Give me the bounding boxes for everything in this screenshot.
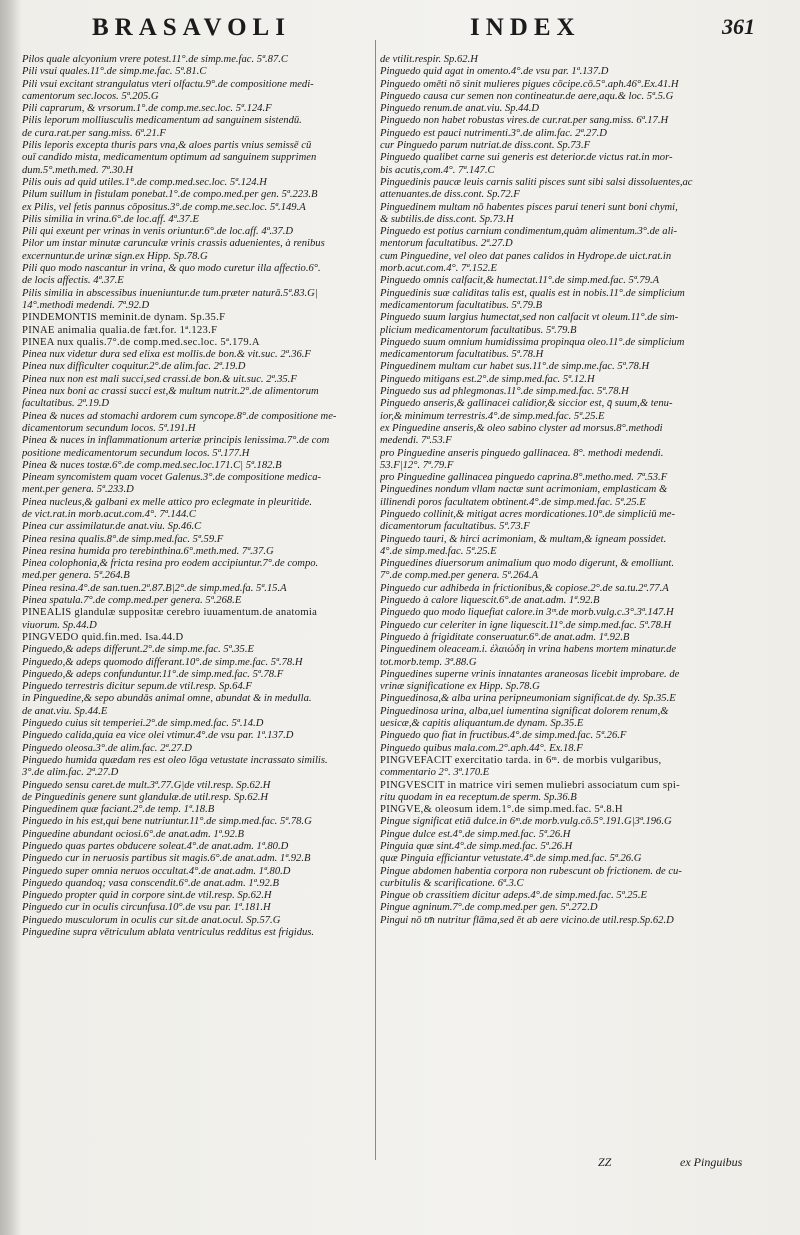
index-entry <box>380 595 728 607</box>
index-entry-line: bis acutis,com.4°. 7ª.147.C <box>380 164 495 176</box>
index-entry-line: Pilis leporum molliusculis medicamentum ad sanguinem sistendū. <box>22 115 302 127</box>
index-entry <box>380 534 728 559</box>
index-entry-line: Pinguedo non habet robustas vires.de cur.rat.per sang.miss. 6ª.17.H <box>380 115 669 127</box>
column-divider <box>375 40 376 1160</box>
index-entry <box>380 780 728 805</box>
index-entry-line: Pinea & nuces in inflammationum arteriæ principis lenissima.7°.de com <box>22 435 330 447</box>
index-entry <box>22 816 370 828</box>
index-entry <box>380 152 728 177</box>
index-entry-line: Pilis leporis excepta thuris pars vna,& aloes partis vnius semissē cū <box>22 140 312 152</box>
index-entry-line: & subtilis.de diss.cont. Sp.73.H <box>380 213 514 225</box>
index-entry-line: medicamentorum facultatibus. 5ª.79.B <box>380 299 543 311</box>
index-entry-line: Pinguedo propter quid in corpore sint.de vtil.resp. Sp.62.H <box>22 890 272 902</box>
index-entry-line: dum.5°.meth.med. 7ª.30.H <box>22 164 134 176</box>
index-entry-line: ouī candido mista, medicamentum optimum ad sanguinem supprimen <box>22 152 317 164</box>
index-entry <box>22 878 370 890</box>
index-entry-line: Pinea resina qualis.8°.de simp.med.fac. 5ª.59.F <box>22 533 224 545</box>
index-entry <box>22 374 370 386</box>
index-entry-line: pro Pinguedine gallinacea pinguedo caprina.8°.metho.med. 7ª.53.F <box>380 472 668 484</box>
index-entry <box>22 435 370 460</box>
index-entry-line: Pinguedo cur adhibeda in frictionibus,& copiose.2°.de sa.tu.2ª.77.A <box>380 582 669 594</box>
index-entry <box>22 669 370 681</box>
index-entry <box>22 460 370 472</box>
index-entry <box>22 927 370 939</box>
index-entry-line: Pinguedo causa cur semen non contineatur.de aere,aqu.& loc. 5ª.5.G <box>380 90 674 102</box>
index-entry <box>22 238 370 263</box>
index-entry-line: dicamentorum secundum locos. 5ª.191.H <box>22 422 196 434</box>
index-entry-line: Pinguedo renum.de anat.viu. Sp.44.D <box>380 103 540 115</box>
index-entry <box>380 54 728 66</box>
index-entry-line: Pinguedinosa,& alba urina peripneumoniam significat.de dy. Sp.35.E <box>380 693 676 705</box>
index-entry <box>22 780 370 792</box>
index-entry <box>22 79 370 104</box>
index-entry <box>380 337 728 362</box>
index-entry <box>22 693 370 718</box>
index-entry-line: Pingue ob crassitiem dicitur adeps.4°.de simp.med.fac. 5ª.25.E <box>380 890 647 902</box>
index-entry <box>22 792 370 804</box>
index-entry-line: Pinguedo sensu caret.de mult.3ª.77.G|de vtil.resp. Sp.62.H <box>22 779 271 791</box>
index-entry-line: Pilis similia in abscessibus inueniuntur.de tum.præter naturā.5ª.83.G| <box>22 287 318 299</box>
index-entry-line: ex Pinguedine anseris,& oleo sabino clyster ad morsus.8°.methodi <box>380 422 663 434</box>
index-entry <box>380 607 728 619</box>
index-entry-line: PINEA nux qualis.7°.de comp.med.sec.loc. 5ª.179.A <box>22 336 260 348</box>
index-entry-line: Pili qui exeunt per vrinas in venis oriuntur.6°.de loc.aff. 4ª.37.D <box>22 226 294 238</box>
index-entry <box>22 546 370 558</box>
index-entry-line: Pinguedo humida quædam res est oleo lōga vetustate incrassato similis. <box>22 754 328 766</box>
index-entry <box>22 214 370 226</box>
index-entry-line: viuorum. Sp.44.D <box>22 619 97 631</box>
index-entry-line: Pinguedo collinit,& mitigat acres mordicationes.10°.de simpliciū me- <box>380 508 676 520</box>
index-entry <box>380 288 728 313</box>
index-entry <box>22 657 370 669</box>
index-entry-line: Pinguedo mitigans est.2°.de simp.med.fac. 5ª.12.H <box>380 373 595 385</box>
index-entry-line: Pinguedo oleosa.3°.de alim.fac. 2ª.27.D <box>22 742 192 754</box>
index-entry-line: Pingue abdomen habentia corpora non rubescunt ob frictionem. de cu- <box>380 865 682 877</box>
index-entry <box>380 423 728 448</box>
index-entry-line: Pinguedine abundant ociosi.6°.de anat.adm. 1ª.92.B <box>22 828 244 840</box>
index-entry-line: Pinguedines diuersorum animalium quo modo digerunt, & emolliunt. <box>380 558 674 570</box>
index-entry-line: dicamentorum facultatibus. 5ª.73.F <box>380 521 530 533</box>
index-entry <box>380 755 728 780</box>
index-entry-line: tot.morb.temp. 3ª.88.G <box>380 656 477 668</box>
index-entry-line: Pinguedinis suæ caliditas talis est, qualis est in nobis.11°.de simplicium <box>380 287 685 299</box>
index-entry-line: Pinguedo tauri, & hirci acrimoniam, & multam,& igneam possidet. <box>380 533 667 545</box>
index-entry-line: Pili caprarum, & vrsorum.1°.de comp.me.sec.loc. 5ª.124.F <box>22 103 272 115</box>
index-entry <box>22 607 370 632</box>
index-entry <box>380 915 728 927</box>
index-entry-line: Pinguedo qualibet carne sui generis est deterior.de victus rat.in mor- <box>380 152 673 164</box>
index-entry <box>22 730 370 742</box>
index-entry <box>22 595 370 607</box>
index-entry <box>22 644 370 656</box>
index-entry <box>380 509 728 534</box>
index-entry <box>380 853 728 865</box>
index-entry <box>380 275 728 287</box>
index-entry-line: Pinguedinosa urina, alba,uel iumentina significat dolorem renum,& <box>380 705 669 717</box>
index-entry-line: Pinguedinem quæ faciant.2°.de temp. 1ª.18.B <box>22 804 215 816</box>
index-entry-line: PINGVEDO quid.fin.med. Isa.44.D <box>22 631 184 643</box>
index-entry-line: Pinea & nuces ad stomachi ardorem cum syncope.8°.de compositione me- <box>22 410 337 422</box>
index-entry-line: de locis affectis. 4ª.37.E <box>22 275 124 287</box>
index-entry-line: 4°.de simp.med.fac. 5ª.25.E <box>380 545 497 557</box>
index-entry <box>380 841 728 853</box>
index-entry-line: pro Pinguedine anseris pinguedo gallinacea. 8°. methodi medendi. <box>380 447 664 459</box>
index-entry <box>22 521 370 533</box>
index-entry-line: uesicæ,& capitis aliquantum.de dynam. Sp.35.E <box>380 718 584 730</box>
index-entry <box>380 448 728 473</box>
index-entry-line: Pinguedinem multam cur habet sus.11°.de simp.me.fac. 5ª.78.H <box>380 361 650 373</box>
index-column-right <box>380 54 728 927</box>
index-entry <box>22 534 370 546</box>
index-entry-line: Pilis similia in vrina.6°.de loc.aff. 4ª.37.E <box>22 213 199 225</box>
index-entry <box>22 804 370 816</box>
index-entry-line: Pinguedo quandoq; vasa conscendit.6°.de anat.adm. 1ª.92.B <box>22 877 279 889</box>
index-entry-line: ment.per genera. 5ª.233.D <box>22 484 134 496</box>
index-entry-line: Pinguedo,& adeps differunt.2°.de simp.me.fac. 5ª.35.E <box>22 644 254 656</box>
index-entry-line: Pingue significat etiā dulce.in 6ᵐ.de morb.vulg.cō.5°.191.G|3ª.196.G <box>380 816 672 828</box>
index-entry-line: 53.F|12°. 7ª.79.F <box>380 459 454 471</box>
index-entry <box>22 632 370 644</box>
index-entry <box>380 558 728 583</box>
index-entry-line: 7°.de comp.med.per genera. 5ª.264.A <box>380 570 539 582</box>
index-entry-line: PINGVESCIT in matrice viri semen muliebri associatum cum spi- <box>380 779 680 791</box>
index-entry-line: Pilos quale alcyonium vrere potest.11°.de simp.me.fac. 5ª.87.C <box>22 54 288 65</box>
index-entry <box>380 693 728 705</box>
index-entry-line: Pinguedines superne vrinis innatantes araneosas licebit improbare. de <box>380 668 680 680</box>
index-entry-line: medicamentorum facultatibus. 5ª.78.H <box>380 349 544 361</box>
index-entry <box>380 632 728 644</box>
index-entry-line: ex Pilis, vel fetis pannus cōpositus.3°.de comp.me.sec.loc. 5ª.149.A <box>22 201 306 213</box>
index-entry <box>380 115 728 127</box>
index-entry-line: Pinguedo cur in oculis circunfusa.10°.de vsu par. 1ª.181.H <box>22 902 271 914</box>
index-entry <box>380 226 728 251</box>
index-entry-line: Pinea colophonia,& fricta resina pro eodem accipiuntur.7°.de compo. <box>22 558 319 570</box>
index-entry-line: Pinguia quæ sint.4°.de simp.med.fac. 5ª.26.H <box>380 841 573 852</box>
index-entry-line: Pinguedo cur in neruosis partibus sit magis.6°.de anat.adm. 1ª.92.B <box>22 853 311 865</box>
index-entry <box>22 189 370 201</box>
index-entry <box>22 263 370 288</box>
index-entry-line: Pinguedo est potius carnium condimentum,quàm alimentum.3°.de ali- <box>380 226 677 238</box>
index-entry <box>22 115 370 140</box>
index-entry-line: Pinguedo à frigiditate conseruatur.6°.de anat.adm. 1ª.92.B <box>380 631 630 643</box>
running-head-left: BRASAVOLI <box>92 14 291 41</box>
index-entry <box>380 398 728 423</box>
index-entry-line: Pinguedo,& adeps confunduntur.11°.de simp.med.fac. 5ª.78.F <box>22 668 284 680</box>
index-entry <box>22 66 370 78</box>
index-entry <box>380 620 728 632</box>
index-entry-line: Pinea resina.4°.de san.tuen.2ª.87.B|2°.de simp.med.fa. 5ª.15.A <box>22 582 287 594</box>
index-entry <box>22 226 370 238</box>
index-entry-line: in Pinguedine,& sepo abundās animal omne, abundat & in medulla. <box>22 693 312 705</box>
index-entry-line: positione medicamentorum secundum locos. 5ª.177.H <box>22 447 250 459</box>
index-entry-line: Pinea cur assimilatur.de anat.viu. Sp.46.C <box>22 521 202 533</box>
index-entry <box>22 202 370 214</box>
index-entry <box>380 730 728 742</box>
index-entry-line: attenuantes.de diss.cont. Sp.72.F <box>380 189 520 201</box>
index-entry-line: vrinæ significatione ex Hipp. Sp.78.G <box>380 681 540 693</box>
index-entry-line: Pinea nux boni ac crassi succi est,& multum nutrit.2°.de alimentorum <box>22 386 319 398</box>
index-entry-line: Pinguedo quas partes obducere soleat.4°.de anat.adm. 1ª.80.D <box>22 841 289 852</box>
index-entry <box>380 472 728 484</box>
index-entry <box>22 337 370 349</box>
index-entry <box>22 853 370 865</box>
index-entry-line: Pinguedo super omnia neruos occultat.4°.de anat.adm. 1ª.80.D <box>22 865 291 877</box>
index-entry-line: Pinguedo quid agat in omento.4°.de vsu par. 1ª.137.D <box>380 66 609 78</box>
index-entry <box>22 890 370 902</box>
index-entry <box>380 829 728 841</box>
index-entry-line: Pilor um instar minutæ carunculæ vrinis crassis aduenientes, à renibus <box>22 238 325 250</box>
index-entry-line: Pili quo modo nascantur in vrina, & quo modo curetur illa affectio.6°. <box>22 263 321 275</box>
index-entry <box>22 583 370 595</box>
index-entry-line: Pinguedo terrestris dicitur sepum.de vtil.resp. Sp.64.F <box>22 681 252 693</box>
index-entry <box>380 374 728 386</box>
index-entry <box>380 177 728 202</box>
index-entry <box>380 583 728 595</box>
index-entry-line: commentario 2°. 3ª.170.E <box>380 767 490 779</box>
index-entry-line: illinendi poros facultatem obtinent.4°.de simp.med.fac. 5ª.25.E <box>380 496 646 508</box>
index-entry-line: PINEALIS glandulæ suppositæ cerebro iuuamentum.de anatomia <box>22 607 318 619</box>
index-entry-line: Pinea & nuces tostæ.6°.de comp.med.sec.loc.171.C| 5ª.182.B <box>22 459 282 471</box>
index-entry-line: Pinguedo est pauci nutrimenti.3°.de alim.fac. 2ª.27.D <box>380 127 607 139</box>
index-entry-line: PINGVE,& oleosum idem.1°.de simp.med.fac. 5ª.8.H <box>380 804 623 816</box>
index-entry <box>380 140 728 152</box>
index-entry <box>380 902 728 914</box>
index-entry-line: Pinguedo omnis calfacit,& humectat.11°.de simp.med.fac. 5ª.79.A <box>380 275 660 287</box>
index-entry <box>22 472 370 497</box>
index-entry <box>380 804 728 816</box>
index-entry-line: Pinguedo quo fiat in fructibus.4°.de simp.med.fac. 5ª.26.F <box>380 730 627 742</box>
index-entry-line: mentorum facultatibus. 2ª.27.D <box>380 238 513 250</box>
index-entry-line: ritu quodam in ea receptum.de sperm. Sp.36.B <box>380 791 577 803</box>
index-column-left <box>22 54 370 939</box>
index-entry-line: plicium medicamentorum facultatibus. 5ª.79.B <box>380 324 577 336</box>
index-entry-line: excernuntur.de urinæ sign.ex Hipp. Sp.78.G <box>22 250 208 262</box>
index-entry-line: Pingui nō tm̄ nutritur flāma,sed ēt ab aere vicino.de util.resp.Sp.62.D <box>380 914 674 926</box>
index-entry-line: Pinguedinem oleaceam.i. ἐλαιώδη in vrina habens mortem minatur.de <box>380 644 677 656</box>
index-entry <box>22 497 370 522</box>
index-entry-line: Pilis ouis ad quid utiles.1°.de comp.med.sec.loc. 5ª.124.H <box>22 176 267 188</box>
index-entry-line: Pinea resina humida pro terebinthina.6°.meth.med. 7ª.37.G <box>22 545 274 557</box>
index-entry <box>22 681 370 693</box>
index-entry <box>380 251 728 276</box>
index-entry <box>22 54 370 66</box>
index-entry <box>380 386 728 398</box>
index-entry-line: Pinguedinis paucæ leuis carnis saliti pisces sunt sibi salsi dissoluentes,ac <box>380 176 693 188</box>
index-entry-line: medendi. 7ª.53.F <box>380 435 452 447</box>
index-entry-line: Pinguedinem multam nō habentes pisces parui teneri sunt boni chymi, <box>380 201 678 213</box>
index-entry-line: Pinguedo cur celeriter in igne liquescit.11°.de simp.med.fac. 5ª.78.H <box>380 619 672 631</box>
index-entry-line: Pilum suillum in fistulam ponebat.1°.de compo.med.per gen. 5ª.223.B <box>22 189 318 201</box>
index-entry <box>380 706 728 731</box>
index-entry-line: Pinguedo omēti nō sinit mulieres pigues cōcipe.cō.5°.aph.46°.Ex.41.H <box>380 78 679 90</box>
index-entry-line: Pingue agninum.7°.de comp.med.per gen. 5ª.272.D <box>380 902 598 914</box>
index-entry-line: cum Pinguedine, vel oleo dat panes calidos in Hydrope.de uict.rat.in <box>380 250 672 262</box>
index-entry <box>380 79 728 91</box>
index-entry <box>380 484 728 509</box>
index-entry <box>380 816 728 828</box>
index-entry-line: Pinea nux non est mali succi,sed crassi.de bon.& uit.suc. 2ª.35.F <box>22 373 297 385</box>
index-entry-line: de vict.rat.in morb.acut.com.4°. 7ª.144.C <box>22 508 196 520</box>
index-entry <box>22 718 370 730</box>
index-entry-line: Pinea nux difficulter coquitur.2°.de alim.fac. 2ª.19.D <box>22 361 246 373</box>
index-entry-line: Pinguedo à calore liquescit.6°.de anat.adm. 1ª.92.B <box>380 595 600 607</box>
index-entry-line: cur Pinguedo parum nutriat.de diss.cont. Sp.73.F <box>380 140 591 152</box>
index-entry-line: 3°.de alim.fac. 2ª.27.D <box>22 767 119 779</box>
page-number: 361 <box>722 14 755 39</box>
index-entry <box>22 841 370 853</box>
index-entry <box>380 644 728 669</box>
index-entry-line: de Pinguedinis genere sunt glandulæ.de util.resp. Sp.62.H <box>22 791 269 803</box>
index-entry-line: Pinea nucleus,& galbani ex melle attico pro eclegmate in pleuritide. <box>22 496 312 508</box>
index-entry <box>22 411 370 436</box>
index-entry-line: Pinguedo suum omnium humidissima propinqua oleo.11°.de simplicium <box>380 336 685 348</box>
index-entry <box>22 866 370 878</box>
index-entry <box>380 91 728 103</box>
index-entry <box>22 140 370 177</box>
index-entry-line: de cura.rat.per sang.miss. 6ª.21.F <box>22 127 166 139</box>
catchword: ex Pinguibus <box>680 1155 743 1169</box>
index-entry-line: de anat.viu. Sp.44.E <box>22 705 108 717</box>
index-entry-line: Pinguedo sus ad phlegmonas.11°.de simp.med.fac. 5ª.78.H <box>380 386 629 398</box>
index-entry <box>22 361 370 373</box>
index-entry-line: Pinguedo calida,quia ea vice olei vtimur.4°.de vsu par. 1ª.137.D <box>22 730 294 742</box>
index-entry <box>380 361 728 373</box>
index-entry <box>380 312 728 337</box>
index-entry-line: Pinguedo musculorum in oculis cur sit.de anat.ocul. Sp.57.G <box>22 914 281 926</box>
index-entry <box>380 202 728 227</box>
index-entry <box>380 103 728 115</box>
index-entry-line: Pineam syncomistem quam vocet Galenus.3°.de compositione medica- <box>22 472 322 484</box>
index-entry-line: Pinguedines nondum vllam nactæ sunt acrimoniam, emplasticam & <box>380 484 668 496</box>
index-entry-line: Pinea spatula.7°.de comp.med.per genera. 5ª.268.E <box>22 595 242 607</box>
index-entry <box>380 128 728 140</box>
index-entry-line: de vtilit.respir. Sp.62.H <box>380 54 478 65</box>
index-entry-line: Pinguedo quo modo liquefiat calore.in 3ᵐ.de morb.vulg.c.3°.3ª.147.H <box>380 607 674 619</box>
index-entry <box>22 312 370 324</box>
index-entry-line: Pinguedo quibus mala.com.2°.aph.44°. Ex.18.F <box>380 742 583 754</box>
index-entry-line: ior,& minimum terrestris.4°.de simp.med.fac. 5ª.25.E <box>380 410 605 422</box>
index-entry-line: PINDEMONTIS meminit.de dynam. Sp.35.F <box>22 312 226 324</box>
running-head-center: INDEX <box>470 14 581 41</box>
index-entry-line: Pinguedo,& adeps quomodo differant.10°.de simp.me.fac. 5ª.78.H <box>22 656 303 668</box>
signature-mark: ZZ <box>598 1155 612 1169</box>
index-entry <box>22 829 370 841</box>
index-entry-line: med.per genera. 5ª.264.B <box>22 570 130 582</box>
index-entry-line: Pili vsui quales.11°.de simp.me.fac. 5ª.81.C <box>22 66 207 78</box>
index-entry <box>22 103 370 115</box>
index-entry <box>22 349 370 361</box>
index-entry-line: camentorum sec.locos. 5ª.205.G <box>22 90 159 102</box>
index-entry <box>380 743 728 755</box>
index-entry-line: Pinguedo suum largius humectat,sed non calfacit vt oleum.11°.de sim- <box>380 312 679 324</box>
index-entry <box>22 325 370 337</box>
index-entry-line: PINGVEFACIT exercitatio tarda. in 6ᵐ. de morbis vulgaribus, <box>380 754 662 766</box>
index-entry <box>22 755 370 780</box>
index-entry-line: Pinguedo cuius sit temperiei.2°.de simp.med.fac. 5ª.14.D <box>22 718 264 730</box>
index-entry-line: PINAE animalia qualia.de fæt.for. 1ª.123.F <box>22 324 218 336</box>
index-entry-line: Pingue dulce est.4°.de simp.med.fac. 5ª.26.H <box>380 828 571 840</box>
index-entry <box>22 915 370 927</box>
index-entry <box>22 558 370 583</box>
index-entry <box>22 177 370 189</box>
index-entry-line: quæ Pinguia efficiantur vetustate.4°.de simp.med.fac. 5ª.26.G <box>380 853 642 865</box>
index-entry-line: morb.acut.com.4°. 7ª.152.E <box>380 263 497 275</box>
index-entry <box>22 288 370 313</box>
binding-shadow <box>0 0 22 1235</box>
index-entry-line: facultatibus. 2ª.19.D <box>22 398 110 410</box>
index-entry-line: Pinguedo anseris,& gallinacei calidior,& siccior est, q̄ suum,& tenu- <box>380 398 673 410</box>
index-entry <box>380 669 728 694</box>
index-entry-line: 14°.methodi medendi. 7ª.92.D <box>22 299 150 311</box>
index-entry <box>22 386 370 411</box>
index-entry-line: Pinguedo in his est,qui bene nutriuntur.11°.de simp.med.fac. 5ª.78.G <box>22 816 312 828</box>
index-entry-line: Pinguedine supra vētriculum ablata ventriculus redditus est frigidus. <box>22 927 315 939</box>
index-entry <box>380 890 728 902</box>
index-entry-line: curbitulis & scarificatione. 6ª.3.C <box>380 877 524 889</box>
index-entry <box>22 902 370 914</box>
index-entry-line: Pinea nux videtur dura sed elixa est mollis.de bon.& vit.suc. 2ª.36.F <box>22 349 311 361</box>
index-entry-line: Pili vsui excitant strangulatus vteri olfactu.9°.de compositione medi- <box>22 78 314 90</box>
index-entry <box>380 66 728 78</box>
index-entry <box>22 743 370 755</box>
index-entry <box>380 866 728 891</box>
